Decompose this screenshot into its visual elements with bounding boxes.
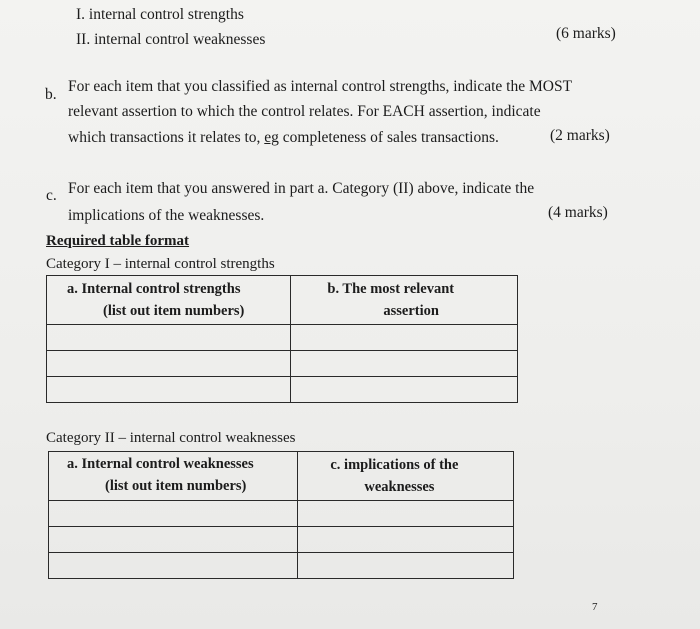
table2-cell[interactable]: [298, 501, 514, 527]
table1-cell[interactable]: [291, 351, 518, 377]
part-c-label: c.: [46, 187, 57, 204]
table1-col1-line2: (list out item numbers): [103, 303, 245, 319]
table2-col2-line2: weaknesses: [364, 479, 435, 495]
table1-caption: Category I – internal control strengths: [46, 256, 275, 272]
marks-part-c: (4 marks): [548, 204, 608, 221]
part-b-line-2: relevant assertion to which the control relates. For EACH assertion, indicate: [68, 103, 541, 120]
part-c-line-1: For each item that you answered in part a. Category (II) above, indicate the: [68, 180, 535, 197]
required-table-format: Required table format: [46, 233, 190, 249]
part-b-label: b.: [45, 86, 57, 103]
part-b-eg: eg: [264, 129, 279, 146]
table2-cell[interactable]: [49, 501, 298, 527]
table1-col1-line1: a. Internal control strengths: [67, 281, 241, 297]
table2-header-col2: [298, 452, 514, 501]
table2-header-col1: [49, 452, 298, 501]
item-i: I. internal control strengths: [76, 6, 244, 23]
table1-cell[interactable]: [47, 377, 291, 403]
part-b-line-3: [68, 129, 499, 147]
table-category-1: [46, 275, 518, 403]
table1-cell[interactable]: [291, 325, 518, 351]
table2-cell[interactable]: [49, 527, 298, 553]
marks-part-b: (2 marks): [550, 127, 610, 144]
table1-header-col1: [47, 276, 291, 325]
table1-col2-line1: b. The most relevant: [327, 281, 455, 297]
table2-cell[interactable]: [49, 553, 298, 579]
part-b-line-3-pre: which transactions it relates to,: [68, 129, 265, 146]
table2-col1-line2: (list out item numbers): [105, 478, 247, 494]
table1-col2-line2: assertion: [383, 303, 439, 319]
table-category-2: [48, 451, 514, 579]
table2-col1-line1: a. Internal control weaknesses: [67, 456, 254, 472]
marks-part-a: (6 marks): [556, 25, 616, 42]
table1-cell[interactable]: [47, 325, 291, 351]
part-b-line-1: For each item that you classified as internal control strengths, indicate the MOST: [68, 78, 573, 95]
part-c-line-2: implications of the weaknesses.: [68, 207, 265, 224]
table2-cell[interactable]: [298, 527, 514, 553]
table2-caption: Category II – internal control weaknesses: [46, 430, 296, 446]
item-ii: II. internal control weaknesses: [76, 31, 266, 48]
page-number: 7: [592, 601, 598, 613]
table2-cell[interactable]: [298, 553, 514, 579]
table2-col2-line1: c. implications of the: [330, 457, 459, 473]
part-b-line-3-post: completeness of sales transactions.: [278, 129, 499, 146]
table1-header-col2: [291, 276, 518, 325]
table1-cell[interactable]: [291, 377, 518, 403]
table1-cell[interactable]: [47, 351, 291, 377]
